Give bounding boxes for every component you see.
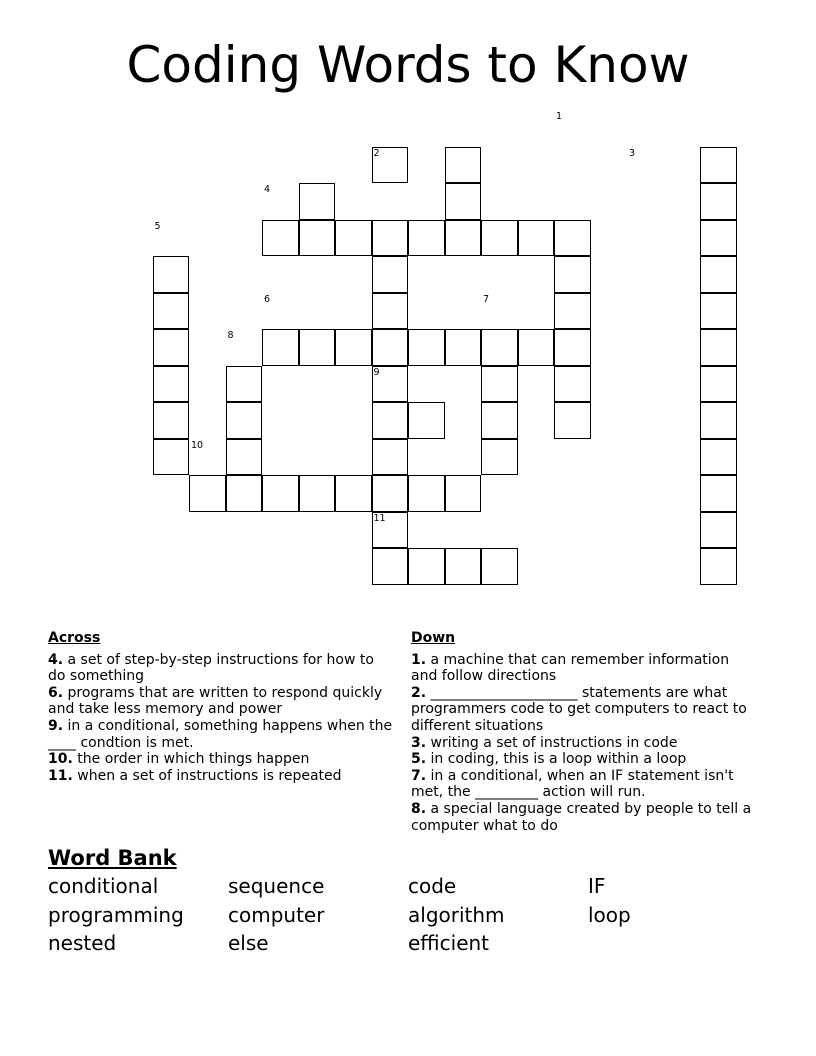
down-clue-list xyxy=(411,652,756,835)
across-clue-list xyxy=(48,652,393,785)
crossword-cell[interactable] xyxy=(700,512,737,549)
crossword-cell[interactable] xyxy=(408,402,445,439)
word-bank-word: algorithm xyxy=(408,903,505,927)
word-bank-word: IF xyxy=(588,874,606,898)
across-clue xyxy=(48,718,393,751)
crossword-cell[interactable] xyxy=(153,293,190,330)
word-bank-word: efficient xyxy=(408,931,490,955)
clue-number-label: 7 xyxy=(483,293,490,305)
crossword-cell[interactable] xyxy=(700,220,737,257)
clue-text: a set of step-by-step instructions for how to do something xyxy=(48,651,374,685)
word-bank-word: else xyxy=(228,931,269,955)
crossword-cell[interactable] xyxy=(700,256,737,293)
clue-text: the order in which things happen xyxy=(72,751,310,768)
crossword-cell[interactable] xyxy=(445,548,482,585)
crossword-cell[interactable] xyxy=(408,329,445,366)
clue-number: 11. xyxy=(48,767,73,784)
crossword-cell[interactable] xyxy=(481,439,518,476)
crossword-cell[interactable] xyxy=(153,402,190,439)
clue-number: 7. xyxy=(411,767,427,784)
down-clue xyxy=(411,751,756,768)
crossword-cell[interactable] xyxy=(372,329,409,366)
clue-number: 3. xyxy=(411,734,427,751)
crossword-cell[interactable] xyxy=(408,475,445,512)
crossword-cell[interactable] xyxy=(189,475,226,512)
down-clue xyxy=(411,652,756,685)
crossword-cell[interactable] xyxy=(153,439,190,476)
crossword-cell[interactable] xyxy=(153,366,190,403)
word-bank-word: code xyxy=(408,874,457,898)
crossword-cell[interactable] xyxy=(481,220,518,257)
crossword-cell[interactable] xyxy=(554,220,591,257)
across-heading: Across xyxy=(48,630,101,646)
down-clues xyxy=(411,630,756,834)
clue-number-label: 6 xyxy=(264,293,271,305)
clue-number-label: 9 xyxy=(373,366,380,378)
clue-number-label: 4 xyxy=(264,184,271,195)
clue-text: in a conditional, something happens when the ____ condtion is met. xyxy=(48,717,393,751)
crossword-cell[interactable] xyxy=(554,366,591,403)
clue-text: writing a set of instructions in code xyxy=(426,734,678,751)
crossword-cell[interactable] xyxy=(445,147,482,184)
clue-text: programs that are written to respond quickly and take less memory and power xyxy=(48,684,383,718)
crossword-cell[interactable] xyxy=(226,402,263,439)
clue-number: 10. xyxy=(48,751,73,768)
clue-number-label: 10 xyxy=(191,439,204,451)
crossword-cell[interactable] xyxy=(372,548,409,585)
clue-text: a machine that can remember information and follow directions xyxy=(411,651,730,685)
word-bank-heading: Word Bank xyxy=(48,846,177,870)
word-bank-word: sequence xyxy=(228,874,325,898)
crossword-cell[interactable] xyxy=(700,183,737,220)
clue-number-label: 1 xyxy=(556,111,563,122)
across-clues xyxy=(48,630,393,784)
crossword-cell[interactable] xyxy=(445,220,482,257)
crossword-cell[interactable] xyxy=(226,475,263,512)
crossword-cell[interactable] xyxy=(226,366,263,403)
clue-number: 2. xyxy=(411,684,427,701)
crossword-cell[interactable] xyxy=(700,366,737,403)
crossword-cell[interactable] xyxy=(554,256,591,293)
crossword-cell[interactable] xyxy=(481,402,518,439)
crossword-cell[interactable] xyxy=(262,220,299,257)
crossword-cell[interactable] xyxy=(299,220,336,257)
word-bank-word: loop xyxy=(588,903,631,927)
crossword-cell[interactable] xyxy=(335,220,372,257)
crossword-cell[interactable] xyxy=(554,329,591,366)
crossword-cell[interactable] xyxy=(481,548,518,585)
clue-number-label: 11 xyxy=(373,512,386,524)
down-clue xyxy=(411,801,756,834)
clue-text: when a set of instructions is repeated xyxy=(72,767,342,784)
crossword-cell[interactable] xyxy=(481,366,518,403)
crossword-cell[interactable] xyxy=(700,402,737,439)
down-heading: Down xyxy=(411,630,456,646)
crossword-cell[interactable] xyxy=(700,147,737,184)
crossword-cell[interactable] xyxy=(700,329,737,366)
crossword-cell[interactable] xyxy=(299,329,336,366)
down-clue xyxy=(411,685,756,735)
crossword-cell[interactable] xyxy=(408,548,445,585)
crossword-cell[interactable] xyxy=(554,293,591,330)
crossword-cell[interactable] xyxy=(226,439,263,476)
down-clue xyxy=(411,735,756,752)
across-clue xyxy=(48,768,393,785)
crossword-cell[interactable] xyxy=(518,220,555,257)
crossword-cell[interactable] xyxy=(372,293,409,330)
clue-number: 5. xyxy=(411,751,427,768)
word-bank-word: nested xyxy=(48,931,117,955)
clue-number-label: 3 xyxy=(629,147,636,159)
crossword-cell[interactable] xyxy=(700,439,737,476)
crossword-cell[interactable] xyxy=(700,548,737,585)
crossword-cell[interactable] xyxy=(262,475,299,512)
crossword-cell[interactable] xyxy=(299,183,336,220)
crossword-cell[interactable] xyxy=(700,475,737,512)
crossword-cell[interactable] xyxy=(153,329,190,366)
clue-number: 1. xyxy=(411,651,427,668)
clue-text: in coding, this is a loop within a loop xyxy=(426,751,687,768)
crossword-cell[interactable] xyxy=(372,402,409,439)
clue-number: 4. xyxy=(48,651,64,668)
crossword-cell[interactable] xyxy=(518,329,555,366)
clue-number-label: 8 xyxy=(227,330,234,341)
crossword-cell[interactable] xyxy=(554,402,591,439)
across-clue xyxy=(48,685,393,718)
clue-text: _____________________ statements are what programmers code to get computers to react to different situations xyxy=(411,684,747,734)
crossword-cell[interactable] xyxy=(153,256,190,293)
crossword-cell[interactable] xyxy=(372,439,409,476)
clue-number: 8. xyxy=(411,800,427,817)
crossword-cell[interactable] xyxy=(372,475,409,512)
crossword-cell[interactable] xyxy=(299,475,336,512)
crossword-cell[interactable] xyxy=(445,183,482,220)
clue-number: 9. xyxy=(48,717,64,734)
word-bank-word: computer xyxy=(228,903,325,927)
clue-number-label: 2 xyxy=(373,147,380,159)
clue-text: a special language created by people to tell a computer what to do xyxy=(411,800,752,834)
across-clue xyxy=(48,751,393,768)
crossword-cell[interactable] xyxy=(372,220,409,257)
crossword-cell[interactable] xyxy=(481,329,518,366)
crossword-cell[interactable] xyxy=(445,329,482,366)
word-bank-word: programming xyxy=(48,903,184,927)
crossword-cell[interactable] xyxy=(700,293,737,330)
clue-number: 6. xyxy=(48,684,64,701)
crossword-cell[interactable] xyxy=(372,256,409,293)
down-clue xyxy=(411,768,756,801)
crossword-cell[interactable] xyxy=(262,329,299,366)
crossword-cell[interactable] xyxy=(408,220,445,257)
across-clue xyxy=(48,652,393,685)
crossword-cell[interactable] xyxy=(445,475,482,512)
page-title: Coding Words to Know xyxy=(126,36,690,94)
word-bank-word: conditional xyxy=(48,874,159,898)
clue-text: in a conditional, when an IF statement isn't met, the _________ action will run. xyxy=(411,767,734,801)
crossword-cell[interactable] xyxy=(335,329,372,366)
clue-number-label: 5 xyxy=(154,220,161,232)
crossword-cell[interactable] xyxy=(335,475,372,512)
